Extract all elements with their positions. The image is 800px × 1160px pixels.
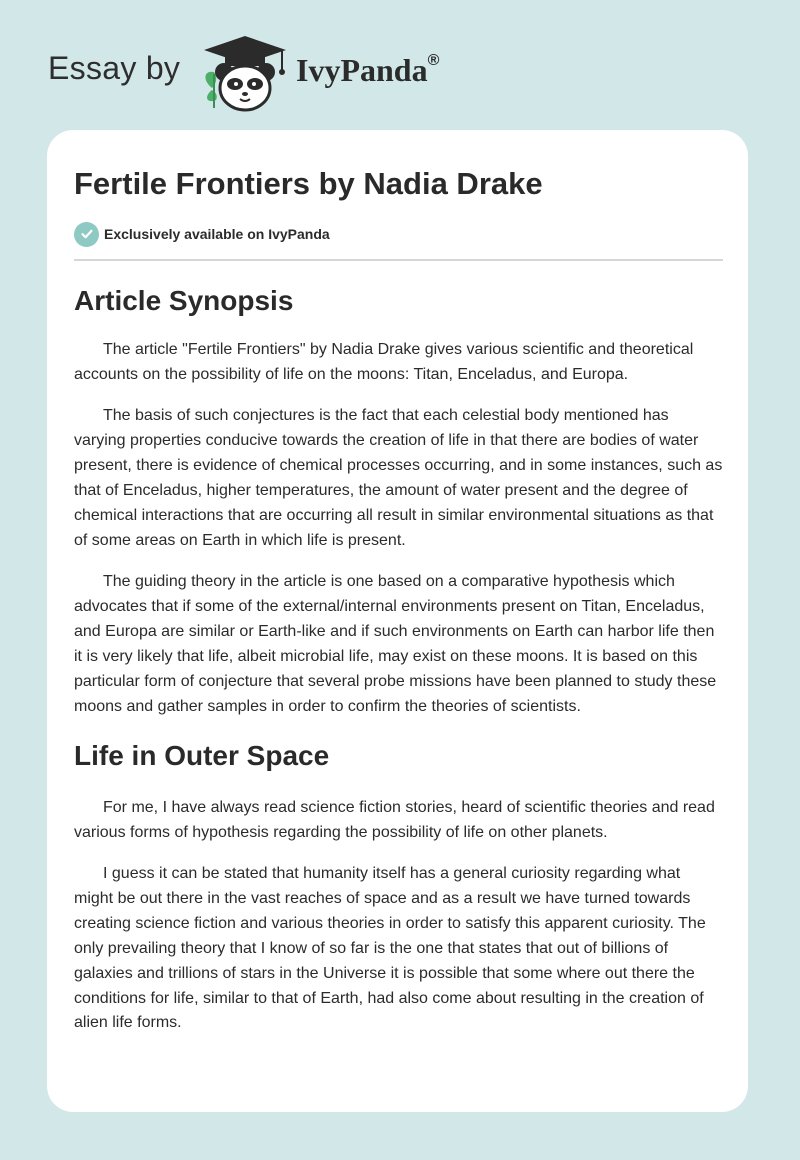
registered-mark: ® — [427, 52, 440, 70]
paragraph: The guiding theory in the article is one based on a comparative hypothesis which advocates that if some of the external/internal environments present on Titan, Enceladus, and Europa are similar or Earth-like and if such environments on Earth can harbor life then it is very likely that life, albeit microbial life, may exist on these moons. It is based on this particular form of conjecture that several probe missions have been planned to study these moons and gather samples in order to confirm the theories of scientists. — [74, 573, 717, 715]
brand-text: IvyPanda — [296, 52, 428, 88]
page-title: Fertile Frontiers by Nadia Drake — [74, 166, 543, 201]
divider — [74, 259, 723, 261]
site-header — [48, 30, 508, 114]
exclusive-badge — [74, 221, 723, 247]
essay-content — [74, 164, 723, 1036]
section-body — [74, 338, 723, 720]
paragraph: For me, I have always read science fiction stories, heard of scientific theories and read various forms of hypothesis regarding the possibility of life on other planets. — [74, 798, 715, 841]
section-heading: Life in Outer Space — [74, 739, 330, 771]
brand-name[interactable] — [296, 52, 439, 89]
section-body — [74, 796, 723, 1037]
panda-graduate-icon[interactable] — [198, 30, 293, 114]
paragraph: The article "Fertile Frontiers" by Nadia Drake gives various scientific and theoretical accounts on the possibility of life on the moons: Titan, Enceladus, and Europa. — [74, 341, 694, 383]
badge-label: Exclusively available on IvyPanda — [104, 226, 330, 242]
section-heading: Article Synopsis — [74, 285, 294, 316]
paragraph: The basis of such conjectures is the fact that each celestial body mentioned has varying properties conducive towards the creation of life in that there are bodies of water present, there is evidence of chemical processes occurring, and in some instances, such as that of Enceladus, higher temperatures, the amount of water present and the degree of chemical interactions that are occurring all result in similar environmental situations as that of some areas on Earth in which life is present. — [74, 407, 723, 549]
essay-card — [47, 130, 748, 1112]
paragraph: I guess it can be stated that humanity itself has a general curiosity regarding what might be out there in the vast reaches of space and as a result we have turned towards creating science fiction and various theories in order to satisfy this apparent curiosity. The only prevailing theory that I know of so far is the one that states that out of billions of galaxies and trillions of stars in the Universe it is possible that some where out there the conditions for life, similar to that of Earth, had also come about resulting in the creation of alien life forms. — [74, 865, 706, 1032]
essay-by-label: Essay by — [48, 50, 181, 86]
check-circle-icon — [74, 222, 99, 247]
